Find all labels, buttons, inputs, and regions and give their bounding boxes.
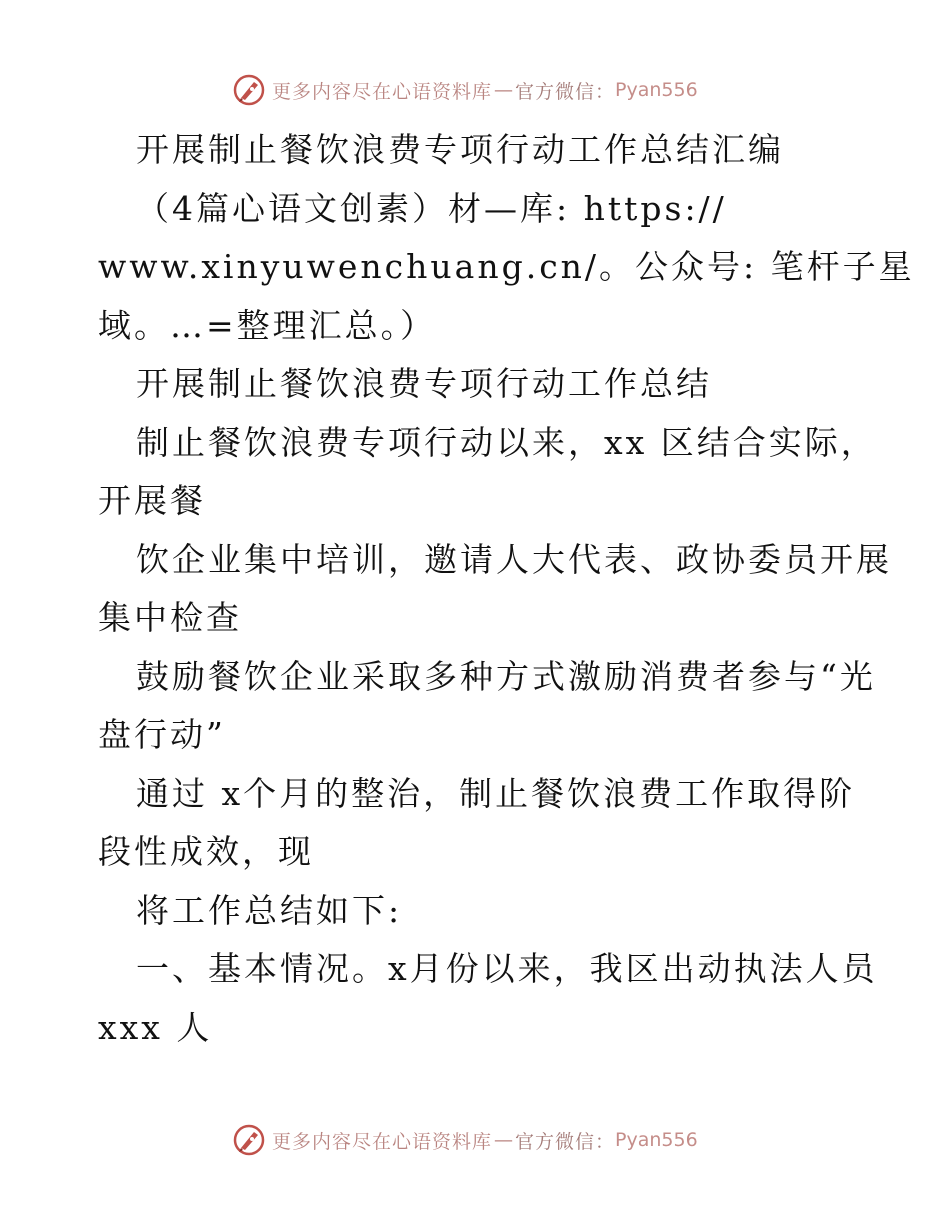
- banner-main-text: 更多内容尽在心语资料库: [272, 80, 493, 103]
- pen-logo-icon: [232, 1123, 266, 1157]
- document-line: 开展餐: [98, 481, 206, 520]
- document-line: 通过 x个月的整治，制止餐饮浪费工作取得阶: [136, 773, 856, 813]
- pen-logo-icon: [232, 73, 266, 107]
- document-line: xxx 人: [98, 1007, 213, 1047]
- header-watermark-banner: [232, 72, 752, 108]
- section-title: 开展制止餐饮浪费专项行动工作总结: [136, 364, 712, 403]
- document-line: 鼓励餐饮企业采取多种方式激励消费者参与“光: [136, 656, 876, 696]
- document-line: 段性成效，现: [98, 832, 314, 871]
- footer-watermark-banner: [232, 1122, 752, 1158]
- document-title: 开展制止餐饮浪费专项行动工作总结汇编: [136, 130, 784, 169]
- document-line: 集中检查: [98, 598, 242, 637]
- document-line: www.xinyuwenchuang.cn/。公众号: 笔杆子星: [98, 247, 915, 286]
- document-line: 将工作总结如下:: [136, 890, 403, 930]
- banner-wechat-id: Pyan556: [615, 1129, 698, 1151]
- banner-dash: —: [494, 1129, 514, 1151]
- document-line: 盘行动”: [98, 715, 226, 754]
- banner-wechat-id: Pyan556: [615, 79, 698, 101]
- document-line: 制止餐饮浪费专项行动以来，xx 区结合实际，: [136, 422, 877, 462]
- banner-official-text: 官方微信：: [515, 1130, 616, 1153]
- document-body: [98, 121, 915, 1057]
- document-line: 饮企业集中培训，邀请人大代表、政协委员开展: [136, 539, 892, 579]
- banner-main-text: 更多内容尽在心语资料库: [272, 1130, 493, 1153]
- banner-dash: —: [494, 79, 514, 101]
- document-line: （4篇心语文创素）材—库: https://: [136, 188, 727, 228]
- document-line: 域。…=整理汇总。）: [98, 305, 437, 345]
- document-line: 一、基本情况。x月份以来，我区出动执法人员: [136, 949, 878, 988]
- banner-official-text: 官方微信：: [515, 80, 616, 103]
